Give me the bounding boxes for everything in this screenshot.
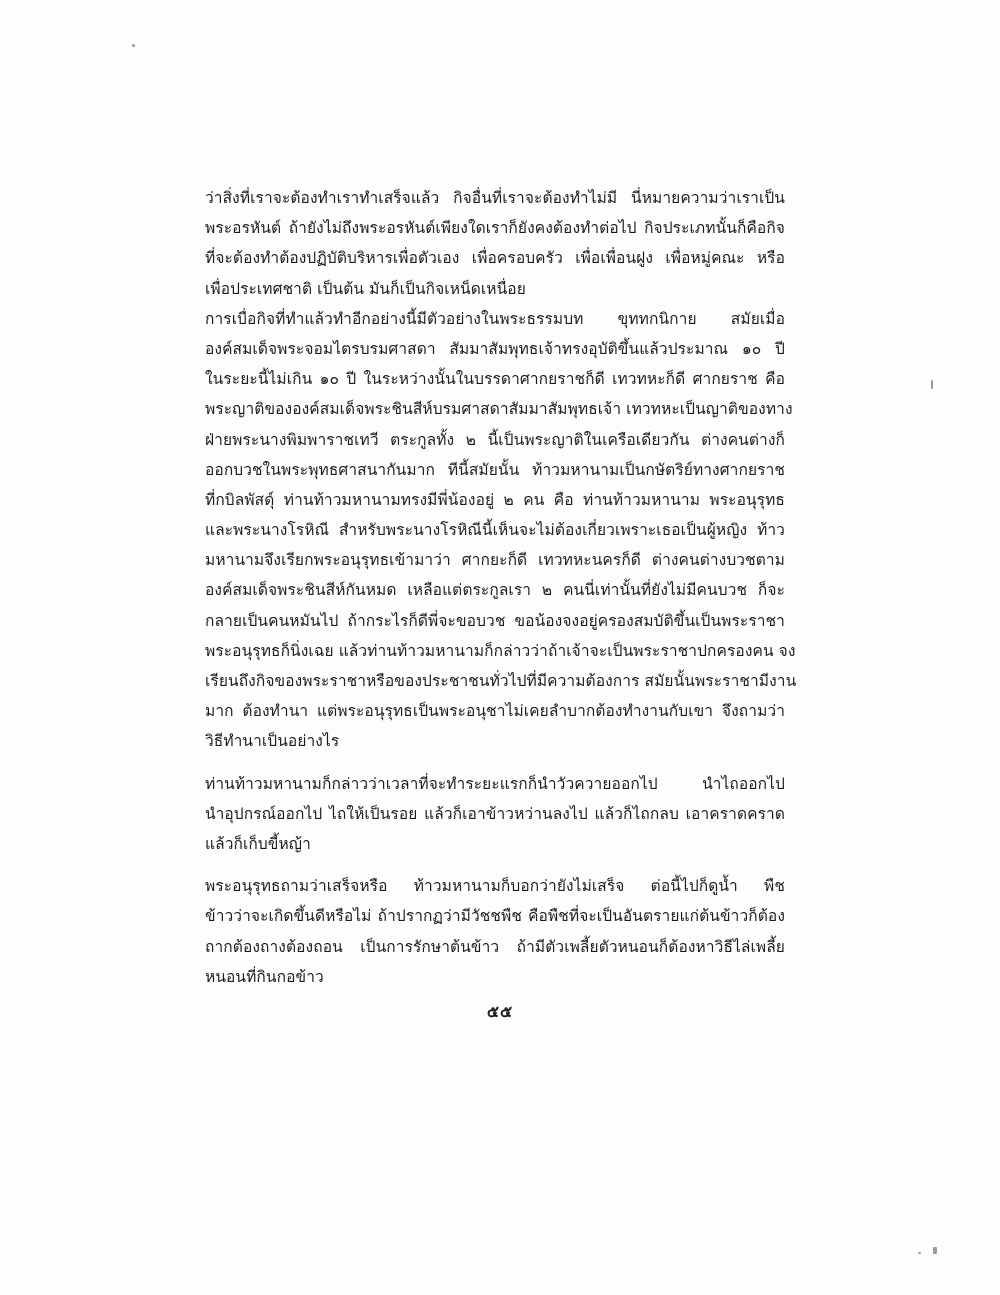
text-line: มหานามจึงเรียกพระอนุรุทธเข้ามาว่า ศากยะก็ดี เทวทหะนครก็ดี ต่างคนต่างบวชตาม: [205, 551, 785, 570]
scan-speck: [933, 1247, 937, 1254]
text-line: ที่กบิลพัสดุ์ ท่านท้าวมหานามทรงมีพี่น้องอยู่ ๒ คน คือ ท่านท้าวมหานาม พระอนุรุทธ: [205, 490, 785, 509]
text-line: ในระยะนี้ไม่เกิน ๑๐ ปี ในระหว่างนั้นในบรรดาศากยราชก็ดี เทวทหะก็ดี ศากยราช คือ: [205, 370, 785, 389]
paragraph-gap: [205, 859, 785, 871]
scan-speck: [931, 380, 933, 389]
scan-speck: [918, 1252, 921, 1254]
text-line: กลายเป็นคนหมันไป ถ้ากระไรก็ดีพี่จะขอบวช ขอน้องจงอยู่ครองสมบัติขึ้นเป็นพระราชา: [205, 611, 785, 630]
text-line: และพระนางโรหิณี สำหรับพระนางโรหิณีนี้เห็นจะไม่ต้องเกี่ยวเพราะเธอเป็นผู้หญิง ท้าว: [205, 521, 785, 540]
text-line: ฝ่ายพระนางพิมพาราชเทวี ตระกูลทั้ง ๒ นี้เป็นพระญาติในเครือเดียวกัน ต่างคนต่างก็: [205, 430, 785, 449]
text-line: มาก ต้องทำนา แต่พระอนุรุทธเป็นพระอนุชาไม่เคยลำบากต้องทำงานกับเขา จึงถามว่า: [205, 702, 785, 721]
paragraph: [205, 304, 797, 757]
text-line: ท่านท้าวมหานามก็กล่าวว่าเวลาที่จะทำระยะแรกก็นำวัวควายออกไป นำไถออกไป: [205, 774, 785, 793]
text-line: วิธีทำนาเป็นอย่างไร: [205, 732, 340, 751]
text-line: องค์สมเด็จพระชินสีห์กันหมด เหลือแต่ตระกูลเรา ๒ คนนี่เท่านั้นที่ยังไม่มีคนบวช ก็จะ: [205, 581, 785, 600]
text-line: เรียนถึงกิจของพระราชาหรือของประชาชนทั่วไปที่มีความต้องการ สมัยนั้นพระราชามีงาน: [205, 672, 797, 690]
body-text: [205, 183, 797, 992]
page-number: ๕๕: [486, 1002, 514, 1021]
paragraph-gap: [205, 757, 785, 769]
text-line: นำอุปกรณ์ออกไป ไถให้เป็นรอย แล้วก็เอาข้าวหว่านลงไป แล้วก็ไถกลบ เอาคราดคราด: [205, 804, 785, 823]
scan-speck: [132, 44, 135, 47]
text-line: พระอนุรุทธก็นิ่งเฉย แล้วท่านท้าวมหานามก็กล่าวว่าถ้าเจ้าจะเป็นพระราชาปกครองคน จง: [205, 641, 796, 660]
paragraph: [205, 183, 785, 304]
text-line: การเบื่อกิจที่ทำแล้วทำอีกอย่างนี้มีตัวอย่างในพระธรรมบท ขุททกนิกาย สมัยเมื่อ: [205, 309, 785, 328]
text-line: พระอนุรุทธถามว่าเสร็จหรือ ท้าวมหานามก็บอกว่ายังไม่เสร็จ ต่อนี้ไปก็ดูน้ำ พืช: [205, 877, 785, 896]
text-line: ออกบวชในพระพุทธศาสนากันมาก ทีนี้สมัยนั้น ท้าวมหานามเป็นกษัตริย์ทางศากยราช: [205, 460, 785, 479]
text-line: พระญาติขององค์สมเด็จพระชินสีห์บรมศาสดาสัมมาสัมพุทธเจ้า เทวทหะเป็นญาติของทาง: [205, 400, 793, 419]
text-line: องค์สมเด็จพระจอมไตรบรมศาสดา สัมมาสัมพุทธเจ้าทรงอุบัติขึ้นแล้วประมาณ ๑๐ ปี: [205, 339, 785, 358]
text-line: ที่จะต้องทำต้องปฏิบัติบริหารเพื่อตัวเอง เพื่อครอบครัว เพื่อเพื่อนฝูง เพื่อหมู่คณะ หรือ: [205, 249, 785, 268]
text-line: หนอนที่กินกอข้าว: [205, 967, 324, 986]
text-line: ข้าวว่าจะเกิดขึ้นดีหรือไม่ ถ้าปรากฏว่ามีวัชชพืช คือพืชที่จะเป็นอันตรายแก่ต้นข้าวก็ต้อง: [205, 907, 785, 926]
paragraph: [205, 871, 785, 992]
text-line: ถากต้องถางต้องถอน เป็นการรักษาต้นข้าว ถ้ามีตัวเพลี้ยตัวหนอนก็ต้องหาวิธีไล่เพลี้ย: [205, 937, 785, 956]
text-line: แล้วก็เก็บขี้หญ้า: [205, 834, 311, 853]
paragraph: [205, 769, 785, 860]
text-line: ว่าสิ่งที่เราจะต้องทำเราทำเสร็จแล้ว กิจอื่นที่เราจะต้องทำไม่มี นี่หมายความว่าเราเป็น: [205, 189, 785, 207]
text-line: เพื่อประเทศชาติ เป็นต้น มันก็เป็นกิจเหน็ดเหนื่อย: [205, 279, 526, 298]
text-line: พระอรหันต์ ถ้ายังไม่ถึงพระอรหันต์เพียงใดเราก็ยังคงต้องทำต่อไป กิจประเภทนั้นก็คือกิจ: [205, 219, 785, 238]
